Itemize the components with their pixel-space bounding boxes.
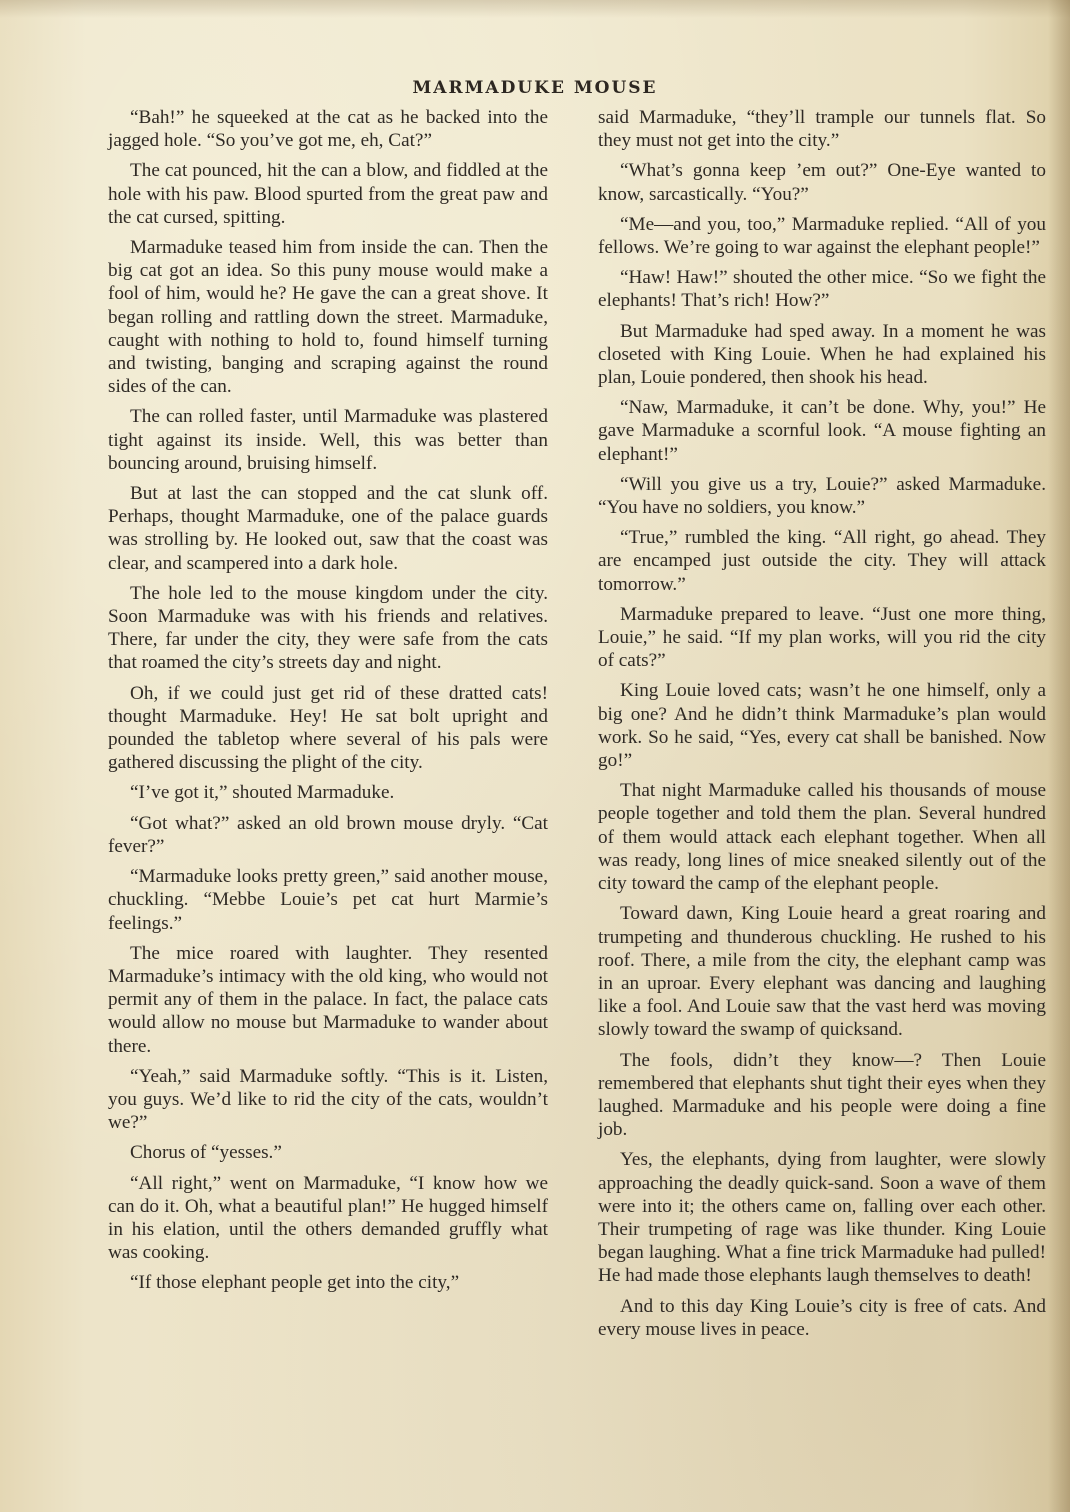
page-edge-shadow-top xyxy=(0,0,1070,18)
paragraph: “All right,” went on Marmaduke, “I know how we can do it. Oh, what a beautiful plan!” He hugged himself in his elation, until the others demanded gruffly what was cooking. xyxy=(108,1172,548,1264)
paragraph: But Marmaduke had sped away. In a moment he was closeted with King Louie. When he had explained his plan, Louie pondered, then shook his head. xyxy=(598,320,1046,389)
paragraph: King Louie loved cats; wasn’t he one himself, only a big one? And he didn’t think Marmaduke’s plan would work. So he said, “Yes, every cat shall be banished. Now go!” xyxy=(598,680,1046,772)
paragraph: The hole led to the mouse kingdom under the city. Soon Marmaduke was with his friends and relatives. There, far under the city, they were safe from the cats that roamed the city’s streets day and night. xyxy=(108,582,548,674)
paragraph: “Will you give us a try, Louie?” asked Marmaduke. “You have no soldiers, you know.” xyxy=(598,473,1046,519)
paragraph: “Yeah,” said Marmaduke softly. “This is it. Listen, you guys. We’d like to rid the city of the cats, wouldn’t we?” xyxy=(108,1065,548,1134)
paragraph: Marmaduke teased him from inside the can. Then the big cat got an idea. So this puny mouse would make a fool of him, would he? He gave the can a great shove. It began rolling and rattling down the street. Marmaduke, caught with nothing to hold to, found himself turning and twisting, banging and scraping against the round sides of the can. xyxy=(108,237,548,398)
paragraph: Oh, if we could just get rid of these dratted cats! thought Marmaduke. Hey! He sat bolt upright and pounded the tabletop where several of his pals were gathered discussing the plight of the city. xyxy=(108,682,548,774)
paragraph: “Me—and you, too,” Marmaduke replied. “All of you fellows. We’re going to war against the elephant people!” xyxy=(598,213,1046,259)
paragraph: “Bah!” he squeeked at the cat as he backed into the jagged hole. “So you’ve got me, eh, Cat?” xyxy=(108,107,548,152)
page-edge-shadow-right xyxy=(1048,0,1070,1512)
paragraph: The cat pounced, hit the can a blow, and fiddled at the hole with his paw. Blood spurted from the great paw and the cat cursed, spitting. xyxy=(108,160,548,228)
paragraph: The mice roared with laughter. They resented Marmaduke’s intimacy with the old king, who would not permit any of them in the palace. In fact, the palace cats would allow no mouse but Marmaduke to wander about there. xyxy=(108,942,548,1057)
text-column-left xyxy=(108,106,548,1302)
text-column-right xyxy=(598,106,1046,1348)
paragraph: The can rolled faster, until Marmaduke was plastered tight against its inside. Well, this was better than bouncing around, bruising himself. xyxy=(108,406,548,474)
paragraph: And to this day King Louie’s city is free of cats. And every mouse lives in peace. xyxy=(598,1295,1046,1340)
paragraph: Toward dawn, King Louie heard a great roaring and trumpeting and thunderous chuckling. He rushed to his roof. There, a mile from the city, the elephant camp was in an uproar. Every elephant was dancing and laughing like a fool. And Louie saw that the vast herd was moving slowly toward the swamp of quicksand. xyxy=(598,903,1046,1041)
paragraph: But at last the can stopped and the cat slunk off. Perhaps, thought Marmaduke, one of the palace guards was strolling by. He looked out, saw that the coast was clear, and scampered into a dark hole. xyxy=(108,483,548,574)
paragraph: “Haw! Haw!” shouted the other mice. “So we fight the elephants! That’s rich! How?” xyxy=(598,267,1046,312)
paragraph-continued: said Marmaduke, “they’ll trample our tunnels flat. So they must not get into the city.” xyxy=(598,107,1046,152)
running-head-title: MARMADUKE MOUSE xyxy=(412,78,658,98)
paragraph: “What’s gonna keep ’em out?” One-Eye wanted to know, sarcastically. “You?” xyxy=(598,160,1046,205)
paragraph: “Got what?” asked an old brown mouse dryly. “Cat fever?” xyxy=(108,812,548,857)
paragraph: “I’ve got it,” shouted Marmaduke. xyxy=(130,782,395,804)
paragraph: Yes, the elephants, dying from laughter, were slowly approaching the deadly quick-sand. Soon a wave of them were into it; the others came on, falling over each other. Their trumpeting of rage was like thunder. King Louie began laughing. What a fine trick Marmaduke had pulled! He had made those elephants laugh themselves to death! xyxy=(598,1149,1046,1287)
paragraph: Marmaduke prepared to leave. “Just one more thing, Louie,” he said. “If my plan works, will you rid the city of cats?” xyxy=(598,603,1046,672)
paragraph: “If those elephant people get into the city,” xyxy=(130,1272,460,1294)
paragraph: “True,” rumbled the king. “All right, go ahead. They are encamped just outside the city. They will attack tomorrow.” xyxy=(598,527,1046,595)
paragraph: “Naw, Marmaduke, it can’t be done. Why, you!” He gave Marmaduke a scornful look. “A mouse fighting an elephant!” xyxy=(598,397,1046,465)
paragraph: “Marmaduke looks pretty green,” said another mouse, chuckling. “Mebbe Louie’s pet cat hurt Marmie’s feelings.” xyxy=(108,866,548,934)
paragraph: The fools, didn’t they know—? Then Louie remembered that elephants shut tight their eyes when they laughed. Marmaduke and his people were doing a fine job. xyxy=(598,1049,1046,1141)
paragraph: That night Marmaduke called his thousands of mouse people together and told them the plan. Several hundred of them would attack each elephant together. When all was ready, long lines of mice sneaked silently out of the city toward the camp of the elephant people. xyxy=(598,780,1046,895)
paragraph: Chorus of “yesses.” xyxy=(130,1142,282,1164)
